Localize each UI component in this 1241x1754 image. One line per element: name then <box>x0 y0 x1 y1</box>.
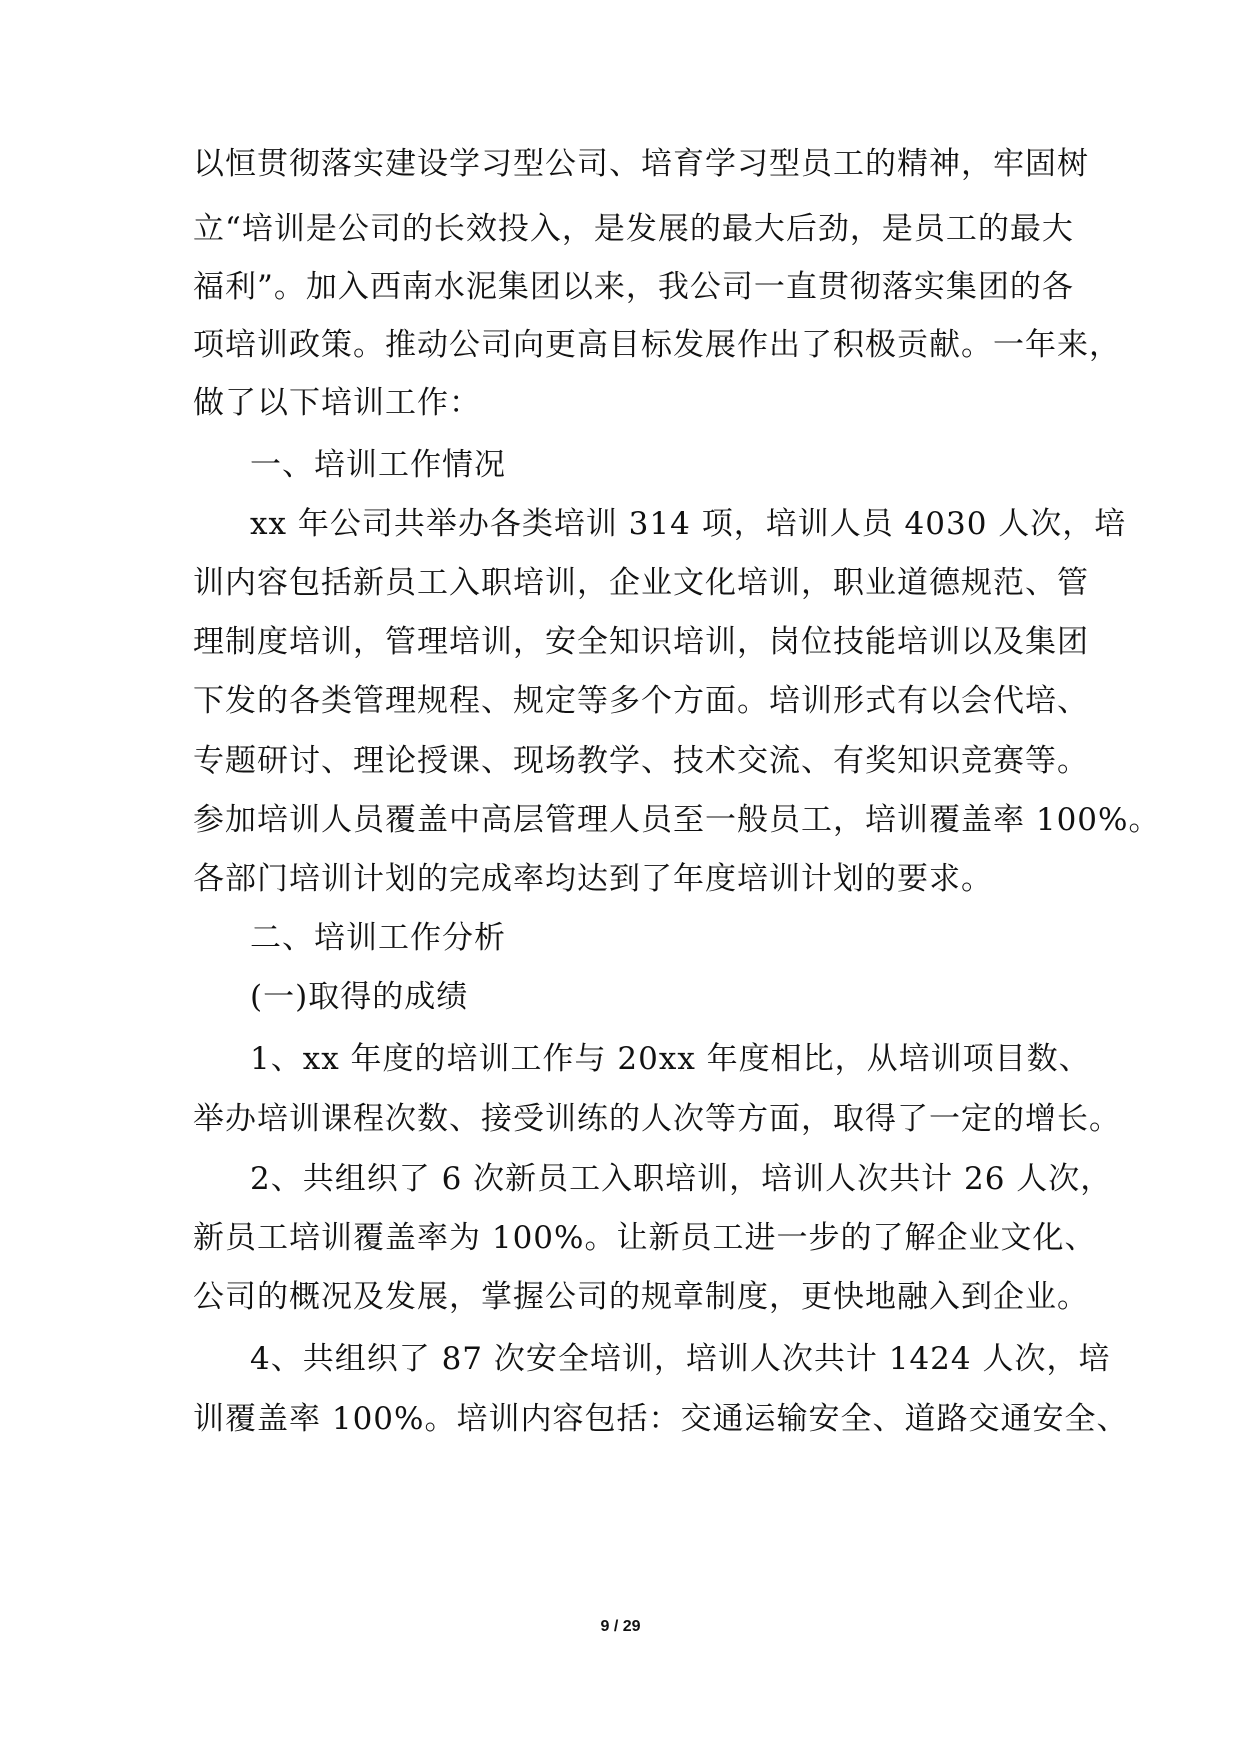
section-heading: 一、培训工作情况 <box>250 447 506 483</box>
paragraph-line: 2、共组织了 6 次新员工入职培训，培训人次共计 26 人次， <box>250 1161 1113 1197</box>
paragraph-line: 下发的各类管理规程、规定等多个方面。培训形式有以会代培、 <box>193 683 1089 719</box>
paragraph-line: 以恒贯彻落实建设学习型公司、培育学习型员工的精神，牢固树 <box>193 146 1089 182</box>
paragraph-line: 4、共组织了 87 次安全培训，培训人次共计 1424 人次，培 <box>250 1341 1111 1377</box>
paragraph-line: 理制度培训，管理培训，安全知识培训，岗位技能培训以及集团 <box>193 624 1089 660</box>
paragraph-line: 各部门培训计划的完成率均达到了年度培训计划的要求。 <box>193 861 993 897</box>
paragraph-line: 福利”。加入西南水泥集团以来，我公司一直贯彻落实集团的各 <box>193 269 1074 305</box>
paragraph-line: 参加培训人员覆盖中高层管理人员至一般员工，培训覆盖率 100%。 <box>193 802 1161 838</box>
paragraph-line: 训覆盖率 100%。培训内容包括：交通运输安全、道路交通安全、 <box>193 1401 1129 1437</box>
paragraph-line: 1、xx 年度的培训工作与 20xx 年度相比，从培训项目数、 <box>250 1041 1091 1077</box>
paragraph-line: 项培训政策。推动公司向更高目标发展作出了积极贡献。一年来， <box>193 327 1121 363</box>
paragraph-line: xx 年公司共举办各类培训 314 项，培训人员 4030 人次，培 <box>250 506 1127 542</box>
section-heading: 二、培训工作分析 <box>250 920 506 956</box>
paragraph-line: 做了以下培训工作： <box>193 385 481 421</box>
paragraph-line: 训内容包括新员工入职培训，企业文化培训，职业道德规范、管 <box>193 565 1089 601</box>
paragraph-line: 举办培训课程次数、接受训练的人次等方面，取得了一定的增长。 <box>193 1101 1121 1137</box>
page-number: 9 / 29 <box>600 1618 641 1635</box>
paragraph-line: 公司的概况及发展，掌握公司的规章制度，更快地融入到企业。 <box>193 1279 1089 1315</box>
paragraph-line: 立“培训是公司的长效投入，是发展的最大后劲，是员工的最大 <box>193 211 1074 247</box>
paragraph-line: 专题研讨、理论授课、现场教学、技术交流、有奖知识竞赛等。 <box>193 743 1089 779</box>
subsection-heading: (一)取得的成绩 <box>250 979 469 1015</box>
paragraph-line: 新员工培训覆盖率为 100%。让新员工进一步的了解企业文化、 <box>193 1220 1097 1256</box>
